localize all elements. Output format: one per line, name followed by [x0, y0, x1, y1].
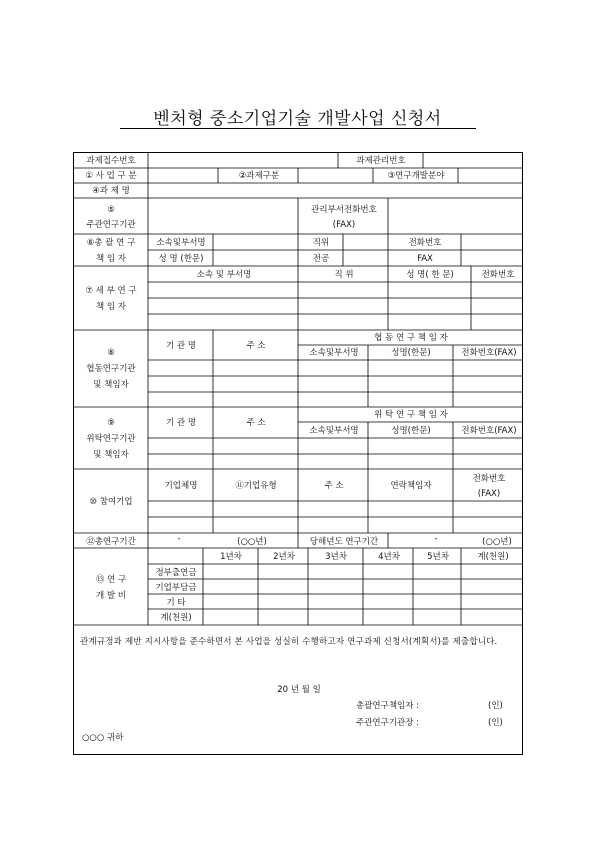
consign-phone-header: 전화번호(FAX): [461, 426, 517, 436]
budget-row-other: 기 타: [166, 598, 186, 608]
budget-label-line2: 개 발 비: [95, 591, 127, 601]
pi-name-label: 성 명 (한문): [158, 254, 204, 264]
total-period-dash: -: [177, 534, 181, 544]
budget-year-1: 1년차: [220, 552, 242, 562]
coop-dept-header: 소속및부서명: [309, 348, 359, 358]
sub-pi-label-line1: ⑦ 세 부 연 구: [85, 286, 137, 296]
addressee: ○○○ 귀하: [82, 733, 124, 743]
budget-year-5: 5년차: [427, 552, 449, 562]
task-name-label: ④과 제 명: [92, 186, 130, 196]
coop-addr-header: 주 소: [246, 341, 266, 351]
mgmt-phone-label: 관리부서전화번호: [311, 205, 377, 215]
coop-group-header: 협 동 연 구 책 임 자: [374, 333, 448, 343]
pi-phone-label: 전화번호: [408, 238, 442, 248]
pi-label-line2: 책 임 자: [95, 254, 127, 264]
sub-pi-dept-header: 소속 및 부서명: [196, 270, 252, 280]
business-type-label: ① 사 업 구 분: [85, 171, 137, 181]
total-period-label: ⑫총연구기간: [86, 537, 136, 547]
coop-phone-header: 전화번호(FAX): [461, 348, 517, 358]
total-period-years: (○○년): [237, 537, 267, 547]
consign-label-line1: 위탁연구기관: [86, 434, 136, 444]
consign-dept-header: 소속및부서명: [309, 426, 359, 436]
this-year-period-years: (○○년): [482, 537, 512, 547]
coop-org-header: 기 관 명: [165, 341, 197, 351]
participant-addr-header: 주 소: [324, 481, 344, 491]
receipt-no-label: 과제접수번호: [86, 156, 136, 166]
pi-seal: (인): [488, 701, 503, 711]
pi-fax-label: FAX: [417, 254, 433, 264]
budget-year-3: 3년차: [325, 552, 347, 562]
budget-row-company: 기업부담금: [155, 583, 197, 593]
lead-org-label: 주관연구기관: [86, 220, 136, 230]
application-form-table: [73, 152, 523, 755]
form-grid-lines: [73, 152, 523, 755]
this-year-period-dash: -: [434, 534, 438, 544]
coop-label-line1: 협동연구기관: [86, 364, 136, 374]
participant-type-header: ⑪기업유형: [235, 481, 277, 491]
participant-fax-header: (FAX): [477, 489, 501, 499]
declaration-date: 20 년 월 일: [277, 685, 321, 695]
budget-row-gov: 정부출연금: [155, 568, 197, 578]
pi-major-label: 전공: [312, 254, 330, 264]
participant-name-header: 기업체명: [164, 481, 198, 491]
budget-year-total: 계(천원): [477, 552, 509, 562]
consign-group-header: 위 탁 연 구 책 임 자: [374, 410, 448, 420]
this-year-period-label: 당해년도 연구기간: [309, 537, 379, 547]
coop-name-header: 성명(한문): [391, 348, 431, 358]
participant-phone-header: 전화번호: [472, 474, 506, 484]
budget-row-total: 계(천원): [160, 613, 192, 623]
budget-label-line1: ⑬ 연 구: [95, 575, 127, 585]
lead-org-head-signature-label: 주관연구기관장 :: [356, 718, 420, 728]
form-title: 벤처형 중소기업기술 개발사업 신청서: [153, 109, 442, 129]
pi-dept-label: 소속및부서명: [156, 238, 206, 248]
lead-org-head-seal: (인): [488, 718, 503, 728]
mgmt-fax-label: (FAX): [332, 220, 356, 230]
sub-pi-phone-header: 전화번호: [481, 270, 515, 280]
lead-org-number: ⑤: [107, 205, 115, 215]
title-underline: [120, 128, 476, 129]
sub-pi-label-line2: 책 임 자: [95, 302, 127, 312]
participant-label: ⑩ 참여기업: [89, 497, 133, 507]
coop-number: ⑧: [107, 348, 115, 358]
pi-signature-label: 총괄연구책임자 :: [356, 701, 420, 711]
consign-org-header: 기 관 명: [165, 418, 197, 428]
pi-label-line1: ⑥총 괄 연 구: [86, 238, 136, 248]
consign-label-line2: 및 책임자: [93, 450, 129, 460]
dev-field-label: ③연구개발분야: [387, 171, 445, 181]
budget-year-2: 2년차: [273, 552, 295, 562]
consign-name-header: 성명(한문): [391, 426, 431, 436]
mgmt-no-label: 과제관리번호: [356, 156, 406, 166]
sub-pi-position-header: 직 위: [334, 270, 354, 280]
participant-contact-header: 연락책임자: [390, 481, 432, 491]
declaration-text: 관계규정과 제반 지시사항을 준수하면서 본 사업을 성실히 수행하고자 연구과제 신청서(계획서)를 제출합니다.: [80, 637, 498, 647]
task-type-label: ②과제구분: [238, 171, 280, 181]
consign-addr-header: 주 소: [246, 418, 266, 428]
sub-pi-name-header: 성 명( 한 문): [406, 270, 454, 280]
pi-position-label: 직위: [312, 238, 330, 248]
budget-year-4: 4년차: [378, 552, 400, 562]
consign-number: ⑨: [107, 418, 115, 428]
coop-label-line2: 및 책임자: [93, 380, 129, 390]
